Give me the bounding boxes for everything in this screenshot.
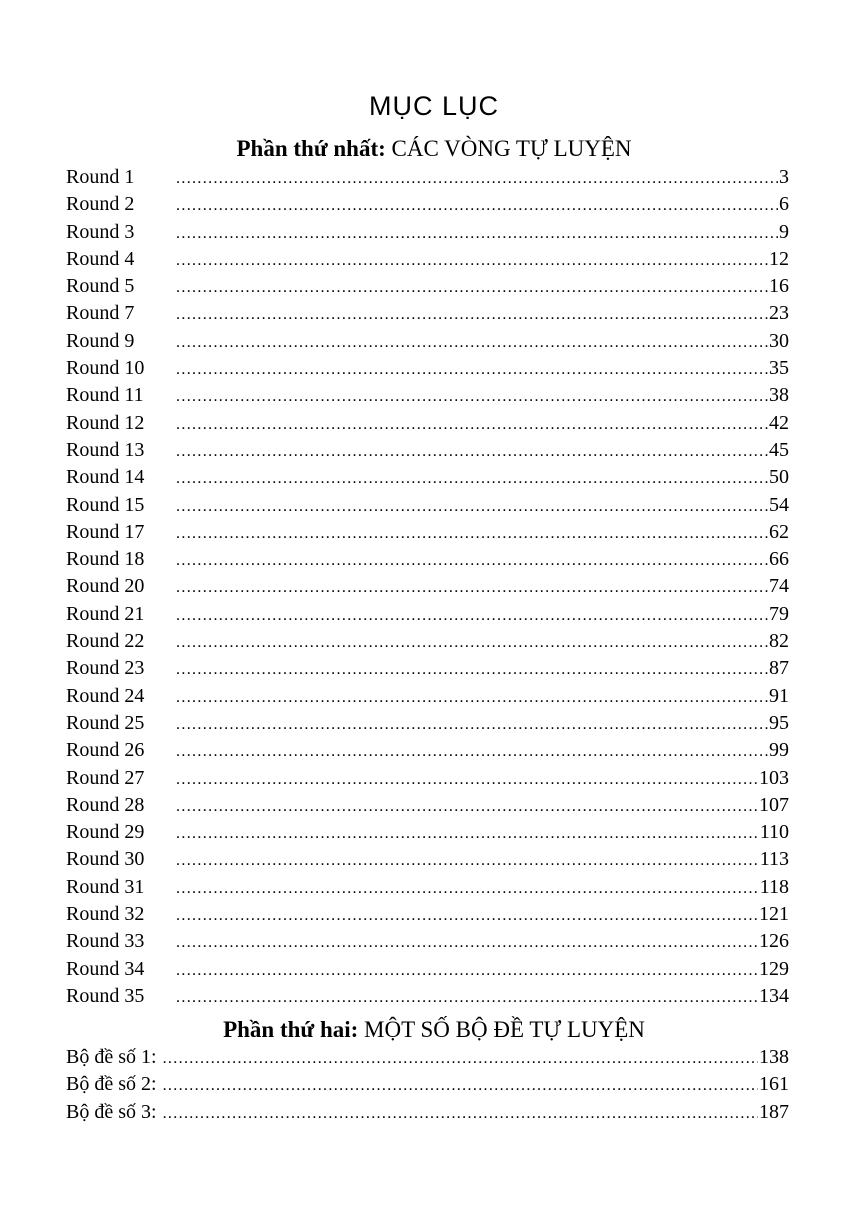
toc-dot-leader [176, 793, 758, 819]
toc-entry-label: Round 33 [66, 930, 145, 953]
toc-dot-leader [176, 766, 758, 792]
toc-page-number: 50 [769, 466, 789, 489]
toc-entry-label: Round 13 [66, 438, 145, 461]
toc-dot-leader [176, 957, 758, 983]
toc-entry[interactable] [66, 737, 789, 764]
toc-entry-label: Round 15 [66, 493, 145, 516]
toc-dot-leader [176, 820, 759, 846]
toc-page-number: 95 [769, 711, 789, 734]
toc-entry-label: Bộ đề số 1: [66, 1046, 157, 1068]
toc-entry-label: Round 14 [66, 466, 145, 489]
toc-page-number: 66 [769, 548, 789, 571]
toc-page-number: 38 [769, 384, 789, 407]
toc-dot-leader [176, 656, 768, 682]
toc-entry[interactable] [66, 519, 789, 546]
toc-page-number: 110 [759, 821, 789, 844]
page-title: MỤC LỤC [368, 91, 499, 121]
toc-entry[interactable] [66, 355, 789, 382]
toc-entry-label: Round 28 [66, 793, 145, 816]
toc-entry-label: Round 5 [66, 275, 135, 298]
toc-entry-label: Round 2 [66, 193, 135, 216]
toc-entry-label: Round 12 [66, 411, 145, 434]
toc-dot-leader [163, 1045, 758, 1071]
toc-page-number: 161 [759, 1073, 789, 1096]
toc-entry-label: Round 10 [66, 357, 145, 380]
toc-entry[interactable] [66, 601, 789, 628]
toc-dot-leader [176, 574, 768, 600]
toc-dot-leader [176, 684, 768, 710]
toc-dot-leader [176, 220, 778, 246]
toc-entry[interactable] [66, 191, 789, 218]
toc-entry-label: Round 30 [66, 848, 145, 871]
toc-entry[interactable] [66, 819, 789, 846]
toc-dot-leader [176, 629, 768, 655]
toc-entry-label: Round 17 [66, 520, 145, 543]
toc-entry[interactable] [66, 846, 789, 873]
toc-dot-leader [176, 847, 759, 873]
toc-entry[interactable] [66, 1099, 789, 1126]
toc-page-number: 113 [759, 848, 789, 871]
toc-page-number: 62 [769, 520, 789, 543]
toc-dot-leader [176, 247, 768, 273]
toc-entry[interactable] [66, 1071, 789, 1098]
toc-dot-leader [176, 274, 768, 300]
toc-entry[interactable] [66, 1044, 789, 1071]
toc-dot-leader [176, 902, 758, 928]
toc-page-number: 12 [769, 247, 789, 270]
toc-entry[interactable] [66, 246, 789, 273]
toc-entry-label: Bộ đề số 2: [66, 1073, 157, 1096]
toc-entry[interactable] [66, 464, 789, 491]
toc-page-number: 138 [759, 1046, 789, 1068]
toc-dot-leader [176, 356, 768, 382]
toc-dot-leader [176, 984, 758, 1010]
toc-page-number: 99 [769, 739, 789, 762]
toc-entry[interactable] [66, 874, 789, 901]
toc-dot-leader [176, 165, 778, 191]
section-heading-part-2 [0, 1015, 868, 1045]
toc-dot-leader [176, 329, 768, 355]
toc-page-number: 6 [779, 193, 789, 216]
toc-dot-leader [176, 711, 768, 737]
toc-list-part-1 [66, 164, 789, 1010]
toc-dot-leader [176, 875, 759, 901]
toc-dot-leader [176, 411, 768, 437]
toc-entry[interactable] [66, 792, 789, 819]
toc-entry[interactable] [66, 628, 789, 655]
toc-entry[interactable] [66, 437, 789, 464]
toc-page-number: 118 [759, 875, 789, 898]
toc-dot-leader [176, 929, 758, 955]
toc-page-number: 42 [769, 411, 789, 434]
toc-page-number: 9 [779, 220, 789, 243]
toc-entry-label: Round 20 [66, 575, 145, 598]
toc-page-number: 87 [769, 657, 789, 680]
section-prefix: Phần thứ nhất: [236, 136, 386, 161]
toc-page-number: 74 [769, 575, 789, 598]
toc-entry-label: Round 22 [66, 630, 145, 653]
toc-entry-label: Bộ đề số 3: [66, 1100, 157, 1123]
toc-entry[interactable] [66, 492, 789, 519]
toc-entry-label: Round 31 [66, 875, 145, 898]
toc-dot-leader [176, 738, 768, 764]
toc-entry-label: Round 18 [66, 548, 145, 571]
toc-dot-leader [176, 547, 768, 573]
toc-entry-label: Round 3 [66, 220, 135, 243]
toc-dot-leader [163, 1072, 758, 1098]
toc-entry-label: Round 29 [66, 821, 145, 844]
toc-dot-leader [176, 301, 768, 327]
toc-page-number: 35 [769, 357, 789, 380]
toc-entry[interactable] [66, 710, 789, 737]
toc-entry-label: Round 4 [66, 247, 135, 270]
toc-entry[interactable] [66, 983, 789, 1010]
toc-entry[interactable] [66, 655, 789, 682]
toc-dot-leader [176, 493, 768, 519]
toc-entry-label: Round 32 [66, 903, 145, 926]
toc-entry[interactable] [66, 164, 789, 191]
toc-entry-label: Round 1 [66, 166, 135, 188]
toc-entry[interactable] [66, 382, 789, 409]
toc-entry[interactable] [66, 300, 789, 327]
toc-entry[interactable] [66, 328, 789, 355]
toc-entry[interactable] [66, 683, 789, 710]
toc-entry-label: Round 27 [66, 766, 145, 789]
toc-entry-label: Round 23 [66, 657, 145, 680]
section-name: MỘT SỐ BỘ ĐỀ TỰ LUYỆN [364, 1017, 645, 1042]
toc-entry[interactable] [66, 410, 789, 437]
section-heading-part-1 [0, 134, 868, 164]
toc-entry[interactable] [66, 219, 789, 246]
toc-entry[interactable] [66, 546, 789, 573]
toc-page-number: 45 [769, 438, 789, 461]
toc-page-number: 16 [769, 275, 789, 298]
toc-dot-leader [176, 520, 768, 546]
toc-dot-leader [176, 383, 768, 409]
toc-entry[interactable] [66, 956, 789, 983]
toc-entry-label: Round 7 [66, 302, 135, 325]
toc-page-number: 107 [759, 793, 789, 816]
toc-list-part-2 [66, 1044, 789, 1126]
toc-entry-label: Round 24 [66, 684, 145, 707]
toc-dot-leader [176, 602, 768, 628]
toc-page-number: 30 [769, 329, 789, 352]
toc-entry[interactable] [66, 273, 789, 300]
toc-entry-label: Round 9 [66, 329, 135, 352]
toc-entry-label: Round 11 [66, 384, 144, 407]
toc-page-number: 82 [769, 630, 789, 653]
toc-entry[interactable] [66, 901, 789, 928]
section-name: CÁC VÒNG TỰ LUYỆN [391, 136, 632, 161]
toc-entry-label: Round 34 [66, 957, 145, 980]
toc-entry[interactable] [66, 765, 789, 792]
toc-dot-leader [176, 192, 778, 218]
toc-page-number: 91 [769, 684, 789, 707]
toc-dot-leader [176, 438, 768, 464]
toc-page-number: 79 [769, 602, 789, 625]
toc-entry[interactable] [66, 573, 789, 600]
toc-page-number: 3 [779, 166, 789, 188]
toc-entry-label: Round 35 [66, 984, 145, 1007]
toc-dot-leader [176, 465, 768, 491]
toc-entry-label: Round 21 [66, 602, 145, 625]
toc-page-number: 129 [759, 957, 789, 980]
toc-dot-leader [163, 1100, 758, 1126]
toc-page-number: 23 [769, 302, 789, 325]
toc-entry[interactable] [66, 928, 789, 955]
section-prefix: Phần thứ hai: [223, 1017, 359, 1042]
toc-page-number: 103 [759, 766, 789, 789]
toc-page-number: 134 [759, 984, 789, 1007]
toc-entry-label: Round 26 [66, 739, 145, 762]
toc-page-number: 54 [769, 493, 789, 516]
toc-page-number: 121 [759, 903, 789, 926]
toc-page-number: 126 [759, 930, 789, 953]
toc-entry-label: Round 25 [66, 711, 145, 734]
toc-page-number: 187 [759, 1100, 789, 1123]
